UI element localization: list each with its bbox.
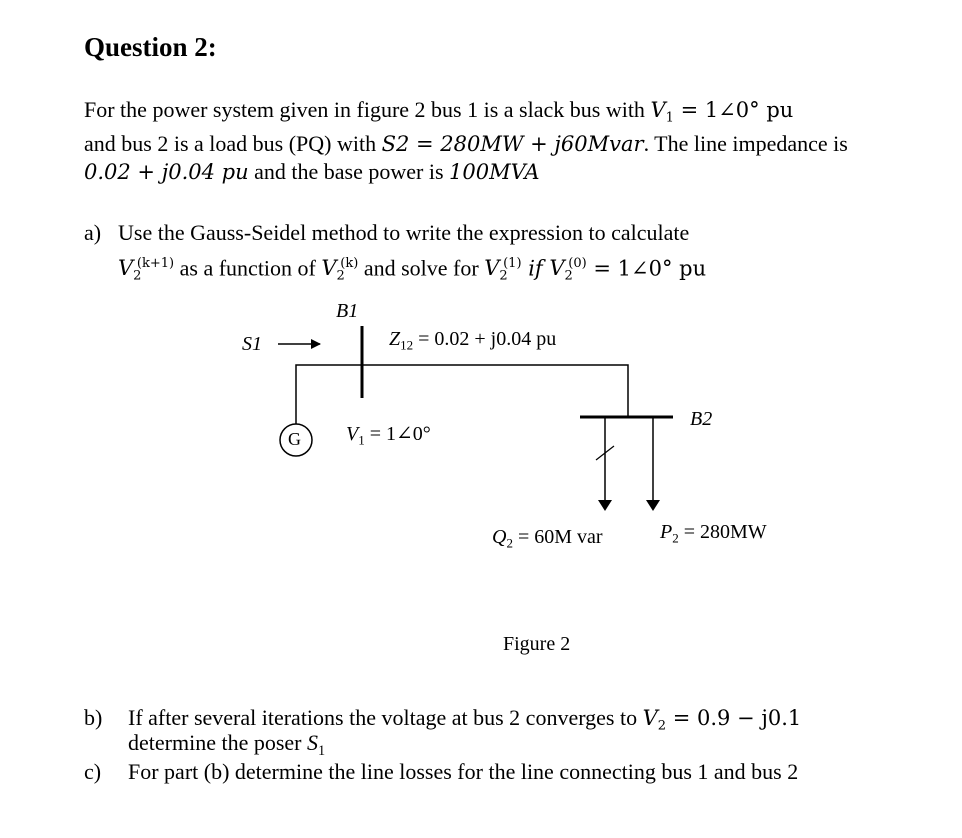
intro-line-1-text: For the power system given in figure 2 bus 1 is a slack bus with	[84, 97, 651, 122]
intro-line-3-text: and the base power is	[248, 159, 450, 184]
intro-s2: S2 = 280MW + j60Mvar	[381, 132, 644, 156]
part-b-marker: b)	[84, 705, 103, 730]
part-a-as-function: as a function of	[174, 255, 322, 281]
z12-label: $Z_{12} = 0.02 + j0.04$ pu	[389, 328, 557, 353]
part-a-v2-k1: $V_2^{(k+1)}$	[118, 256, 175, 284]
part-b-line-1-text: If after several iterations the voltage at bus 2 converges to	[128, 705, 643, 730]
load-q-arrow	[598, 500, 612, 511]
bus-2-label: B2	[690, 408, 713, 430]
intro-line-2-text: and bus 2 is a load bus (PQ) with	[84, 131, 382, 156]
v1-label: $V_1$ = 1∠0°	[346, 423, 431, 448]
s1-label: S1	[242, 333, 262, 355]
intro-v1: $V_1$	[650, 98, 674, 126]
part-c-marker: c)	[84, 759, 102, 784]
intro-v1-value: = 1∠0° pu	[673, 98, 794, 122]
q2-label: $Q_2 = 60M$ var	[492, 526, 603, 551]
part-b-v2: $V_2$	[642, 706, 667, 734]
load-p-arrow	[646, 500, 660, 511]
bus-1-label: B1	[336, 300, 359, 322]
part-b-line-2-text: determine the poser	[128, 730, 307, 755]
intro-impedance: 0.02 + j0.04 pu	[84, 160, 249, 184]
part-a-v0-value: = 1∠0° pu	[586, 256, 707, 281]
figure-caption: Figure 2	[503, 633, 571, 655]
part-a-v2-k: $V_2^{(k)}$	[321, 256, 359, 284]
part-b-v2-value: = 0.9 − j0.1	[666, 706, 802, 730]
p2-label: $P_2 = 280MW$	[660, 521, 767, 546]
part-a-v2-1: $V_2^{(1)}$	[484, 256, 522, 284]
part-c-text: For part (b) determine the line losses for the line connecting bus 1 and bus 2	[128, 759, 799, 784]
generator-label: G	[288, 429, 301, 449]
part-a-v2-0: $V_2^{(0)}$	[549, 256, 587, 284]
part-a-marker: a)	[84, 220, 102, 245]
part-a-if: if	[521, 256, 550, 281]
part-b-s1: $S_1$	[307, 730, 326, 759]
part-a-and-solve: and solve for	[358, 255, 485, 281]
intro-line-2-tail: . The line impedance is	[643, 131, 848, 156]
transmission-line	[296, 365, 628, 426]
intro-base-power: 100MVA	[449, 160, 540, 184]
part-a-line-1: Use the Gauss-Seidel method to write the expression to calculate	[118, 220, 690, 245]
question-heading: Question 2:	[84, 32, 217, 62]
